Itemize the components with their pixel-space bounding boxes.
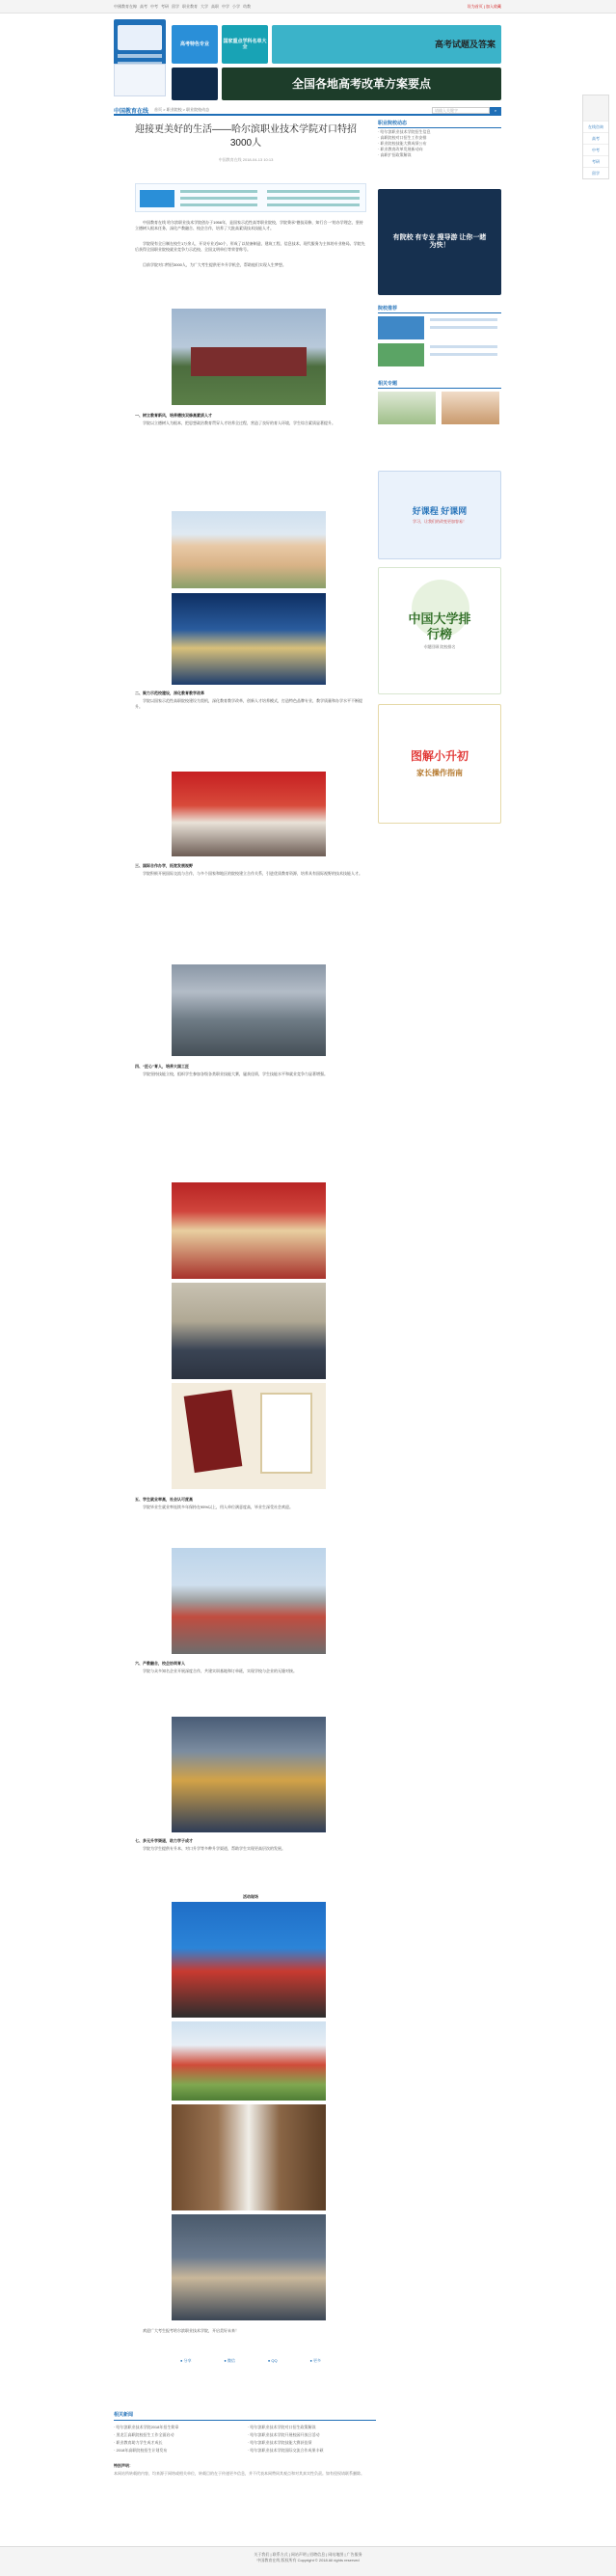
- related-title: 相关新闻: [114, 2411, 376, 2421]
- top-link[interactable]: 幼教: [243, 4, 251, 9]
- float-item[interactable]: 在线咨询: [583, 121, 608, 132]
- article-meta: 中国教育在线 2018-04-13 10:13: [218, 157, 274, 162]
- tag-line: [180, 203, 257, 206]
- photo-night-campus: [172, 593, 326, 685]
- sidebar-topics: [378, 390, 501, 428]
- footer-links[interactable]: 关于我们 | 联系方式 | 网站声明 | 招聘信息 | 网站地图 | 广告服务: [254, 2552, 362, 2557]
- gate-building: [191, 347, 307, 376]
- certificate-left: [184, 1390, 243, 1473]
- section-text-2: 学院以国家示范性高职院校建设为契机，深化教育教学改革，创新人才培养模式，打造特色品牌专业，教学质量和办学水平不断提升。: [135, 698, 362, 709]
- related-item[interactable]: · 哈尔滨职业技术学院技能大赛获佳绩: [248, 2440, 312, 2445]
- school-line: [430, 318, 497, 321]
- photo-certificates: [172, 1383, 326, 1489]
- ad-xsc-title: 图解小升初: [410, 749, 469, 763]
- photo-caption-1: 活动现场: [243, 1894, 258, 1899]
- related-list: [114, 2425, 376, 2454]
- top-link[interactable]: 留学: [172, 4, 179, 9]
- related-item[interactable]: · 哈尔滨职业技术学院国际交流合作成果丰硕: [248, 2448, 324, 2453]
- floating-quick-nav: [582, 95, 609, 179]
- section-caption-7: 七、多元升学渠道，助力学子成才: [135, 1838, 193, 1843]
- ad-ranking-sub: 专题回顾 院校排名: [423, 644, 456, 650]
- topic-thumb[interactable]: [378, 392, 436, 424]
- sidebar-news-item[interactable]: · 职业院校技能大赛成绩公布: [378, 141, 427, 146]
- sidebar-news-item[interactable]: · 职业教育改革发展新动向: [378, 147, 423, 151]
- sidebar-news-item[interactable]: · 高职扩招政策解读: [378, 152, 412, 157]
- sidebar-title-schools: 院校推荐: [378, 305, 501, 313]
- sidebar-title-topics: 相关专题: [378, 380, 501, 389]
- share-more-icon[interactable]: ● 更多: [309, 2358, 322, 2363]
- banner-title: 国家重点学科名单大全: [223, 39, 267, 50]
- search-icon[interactable]: ⌕: [490, 107, 501, 114]
- top-bar: [0, 0, 616, 14]
- photo-campus-exterior: [172, 1548, 326, 1654]
- top-link[interactable]: 中学: [222, 4, 229, 9]
- section-caption-5: 五、学生就业率高，社会认可度高: [135, 1497, 193, 1502]
- ad-xsc-sub: 家长操作指南: [416, 769, 463, 778]
- lead-paragraph-1: 中国教育在线 哈尔滨职业技术学院创办于1956年，是国家示范性高等职业院校，学院秉承“德技双修，知行合一”的办学理念，坚持立德树人根本任务，深化产教融合、校企合作，培养了大批高素质技术技能人才。: [135, 220, 363, 230]
- search-input[interactable]: 请输入关键字: [432, 107, 490, 114]
- banner-title: 全国各地高考改革方案要点: [291, 76, 431, 91]
- tag-line: [267, 197, 360, 200]
- section-caption-3: 三、国际合作办学，拓宽发展视野: [135, 863, 193, 868]
- section-text-7: 学院为学生提供专升本、对口升学等多种升学渠道，帮助学生实现更高层次的发展。: [143, 1846, 285, 1851]
- school-line: [430, 326, 497, 329]
- top-link[interactable]: 大学: [201, 4, 208, 9]
- quick-links-box: [114, 64, 166, 96]
- top-link[interactable]: 高考: [140, 4, 147, 9]
- sidebar-title-news: 职业院校动态: [378, 120, 501, 128]
- section-text-6: 学院与众多知名企业开展深度合作，共建实训基地和订单班，实现学校与企业的无缝对接。: [143, 1668, 297, 1673]
- related-item[interactable]: · 哈尔滨职业技术学院2018年招生简章: [114, 2425, 179, 2429]
- related-item[interactable]: · 2018年高职院校招生计划发布: [114, 2448, 168, 2453]
- banner-key-disciplines[interactable]: [222, 25, 268, 64]
- nav-bar: [114, 106, 501, 116]
- related-item[interactable]: · 黑龙江高职院校招生工作全面启动: [114, 2432, 174, 2437]
- section-caption-6: 六、产教融合，校企协同育人: [135, 1661, 185, 1666]
- tag-block: [135, 183, 366, 212]
- section-caption-1: 一、树立教育新风，培养德技双修高素质人才: [135, 413, 212, 418]
- banner-title: 高考特色专业: [179, 41, 209, 47]
- sidebar-ad-course[interactable]: [378, 471, 501, 559]
- section-text-5: 学院毕业生就业率连续多年保持在95%以上，用人单位满意度高，毕业生深受社会欢迎。: [143, 1505, 294, 1509]
- top-link[interactable]: 小学: [232, 4, 240, 9]
- ad-course-title: 好课程 好课网: [412, 505, 468, 516]
- lead-paragraph-2: 学院现有全日制在校生1万余人，开设专业近50个，形成了以装备制造、建筑工程、信息技术、现代服务为主体的专业格局。学院先后获得全国职业院校就业竞争力示范校、全国文明单位等荣誉称号。: [135, 241, 365, 252]
- photo-competition-winners: [172, 1902, 326, 2018]
- logo-inner: [118, 25, 162, 50]
- photo-award-stage: [172, 1182, 326, 1279]
- sidebar-news-item[interactable]: · 高职院校对口招生工作安排: [378, 135, 427, 140]
- footer-copyright: 中国教育在线 版权所有 Copyright © 2018 All rights reserved: [256, 2558, 360, 2562]
- section-text-1: 学院以立德树人为根本，把思想政治教育贯穿人才培养全过程，营造了良好的育人环境，学生综合素质显著提升。: [143, 420, 335, 425]
- section-caption-4: 四、“匠心”育人，培养大国工匠: [135, 1064, 189, 1069]
- related-item[interactable]: · 哈尔滨职业技术学院开展校园开放日活动: [248, 2432, 320, 2437]
- float-item[interactable]: 考研: [583, 155, 608, 167]
- photo-classroom: [172, 2214, 326, 2320]
- top-link[interactable]: 中國教育在線: [114, 4, 137, 9]
- sidebar-schools: [378, 314, 501, 372]
- photo-teaching-building: [172, 511, 326, 588]
- photo-teacher-portrait: [172, 1283, 326, 1379]
- photo-library: [172, 2104, 326, 2210]
- logo-line: [118, 54, 162, 58]
- banner-gaokao-reform[interactable]: [222, 68, 501, 100]
- share-wechat-icon[interactable]: ● 微信: [224, 2358, 235, 2363]
- article-closing: 欢迎广大考生报考哈尔滨职业技术学院，开启美好未来！: [143, 2328, 239, 2333]
- top-link[interactable]: 职业教育: [182, 4, 198, 9]
- school-thumb[interactable]: [378, 343, 424, 366]
- top-link[interactable]: 高职: [211, 4, 219, 9]
- topic-thumb[interactable]: [442, 392, 499, 424]
- ad-course-sub: 学习，让我们的改变更加容易！: [413, 518, 467, 524]
- certificate-right: [260, 1393, 312, 1474]
- float-item[interactable]: 高考: [583, 132, 608, 144]
- ad-ranking-title: 中国大学排行榜: [408, 611, 471, 641]
- section-text-3: 学院积极开展国际交流与合作，与多个国家和地区的院校建立合作关系，引进优质教育资源，培养具有国际视野的技术技能人才。: [143, 871, 362, 876]
- photo-sports-field: [172, 2021, 326, 2101]
- tag-line: [180, 197, 257, 200]
- breadcrumb[interactable]: 首页 > 职业院校 > 职业院校动态: [154, 107, 210, 112]
- share-qq-icon[interactable]: ● QQ: [267, 2358, 278, 2363]
- tag-logo: [140, 190, 174, 207]
- float-item[interactable]: 中考: [583, 144, 608, 155]
- photo-signing-ceremony: [172, 772, 326, 856]
- float-item[interactable]: 留学: [583, 167, 608, 178]
- section-caption-2: 二、聚力示范校建设，深化教育教学改革: [135, 691, 204, 695]
- top-right-links[interactable]: 设为首页 | 加入收藏: [467, 4, 501, 9]
- sidebar-ad-ranking[interactable]: [378, 567, 501, 694]
- disclaimer-text: 本网站所转载的内容，均来源于网络或相关单位，转载目的在于传递更多信息，并不代表本网赞同其观点和对其真实性负责。如有侵权请联系删除。: [114, 2471, 364, 2476]
- photo-training-workshop: [172, 964, 326, 1056]
- footer: [0, 2546, 616, 2576]
- top-link[interactable]: 中考: [150, 4, 158, 9]
- tag-line: [180, 190, 257, 193]
- disclaimer-title: 特别声明：: [114, 2463, 133, 2468]
- share-weibo-icon[interactable]: ● 分享: [179, 2358, 192, 2363]
- school-thumb[interactable]: [378, 316, 424, 339]
- sidebar-app-ad[interactable]: [378, 189, 501, 295]
- related-item[interactable]: · 哈尔滨职业技术学院对口招生政策解读: [248, 2425, 316, 2429]
- sidebar-ad-xiaoshengchu[interactable]: [378, 704, 501, 824]
- app-ad-text: 有院校 有专业 搜导游 让你一睹为快！: [392, 233, 487, 249]
- share-row: [164, 2358, 337, 2366]
- school-line: [430, 345, 497, 348]
- top-link[interactable]: 考研: [161, 4, 169, 9]
- banner-exam-answers[interactable]: [272, 25, 501, 64]
- section-text-4: 学院坚持技能立校，组织学生参加各级各类职业技能大赛，屡获佳绩，学生技能水平和就业竞争力显著增强。: [143, 1071, 328, 1076]
- lead-paragraph-3: 目前学院对口特招3000人，为广大考生提供更多升学机会，帮助他们实现人生梦想。: [143, 262, 286, 267]
- article-title: 迎接更美好的生活——哈尔滨职业技术学院对口特招3000人: [135, 124, 357, 149]
- photo-skills-lab: [172, 1717, 326, 1832]
- sidebar-news-item[interactable]: · 哈尔滨职业技术学院招生信息: [378, 129, 431, 134]
- nav-brand[interactable]: 中国教育在线: [114, 108, 149, 115]
- sidebar-news-list: [378, 129, 501, 158]
- qr-code-icon: [583, 95, 608, 121]
- banner-title: 高考试题及答案: [434, 39, 495, 49]
- top-links: [114, 4, 254, 10]
- related-news: [114, 2411, 376, 2477]
- banner-side[interactable]: [172, 68, 218, 100]
- tag-line: [267, 190, 360, 193]
- photo-campus-gate: [172, 309, 326, 405]
- tag-line: [267, 203, 360, 206]
- school-line: [430, 353, 497, 356]
- banner-special-majors[interactable]: [172, 25, 218, 64]
- related-item[interactable]: · 职业教育助力学生成才成长: [114, 2440, 163, 2445]
